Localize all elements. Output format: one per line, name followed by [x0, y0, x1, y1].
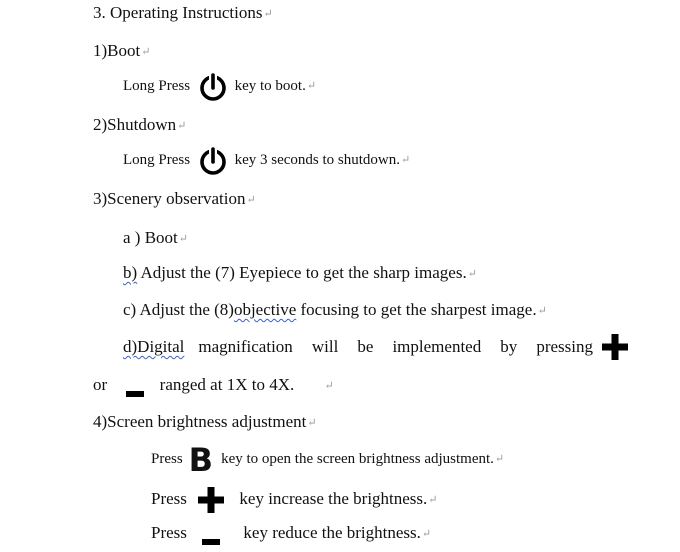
paragraph-mark: ↵: [467, 268, 477, 280]
paragraph-mark: ↵: [428, 494, 438, 506]
paragraph-mark: ↵: [177, 120, 187, 132]
minus-icon: [201, 530, 221, 538]
brightness-increase-instruction: Press key increase the brightness.↵: [151, 483, 438, 516]
power-icon: [199, 146, 227, 176]
paragraph-mark: ↵: [324, 380, 334, 392]
paragraph-mark: ↵: [246, 194, 256, 206]
section-title: 3. Operating Instructions↵: [93, 3, 273, 22]
plus-icon: [197, 486, 225, 514]
scenery-step-b: b) Adjust the (7) Eyepiece to get the sharp images.↵: [123, 263, 477, 282]
shutdown-heading: 2)Shutdown↵: [93, 115, 187, 134]
paragraph-mark: ↵: [306, 80, 317, 92]
brightness-open-instruction: Press B key to open the screen brightness adjustment.↵: [151, 440, 505, 479]
paragraph-mark: ↵: [401, 154, 411, 166]
paragraph-mark: ↵: [494, 453, 505, 465]
scenery-step-a: a ) Boot↵: [123, 228, 188, 247]
paragraph-mark: ↵: [178, 233, 188, 245]
boot-heading: 1)Boot↵: [93, 41, 151, 60]
paragraph-mark: ↵: [141, 46, 151, 58]
scenery-heading: 3)Scenery observation↵: [93, 189, 256, 208]
paragraph-mark: ↵: [537, 305, 547, 317]
paragraph-mark: ↵: [421, 528, 432, 540]
plus-icon: [601, 333, 629, 361]
scenery-step-d-text: [198, 336, 593, 358]
minus-icon: [125, 382, 145, 390]
boot-instruction: Long Press key to boot.↵: [123, 69, 316, 103]
b-key-icon: B: [188, 440, 214, 479]
justified-text: magnification will be implemented by pressing: [198, 337, 593, 356]
scenery-step-d-continuation: or ranged at 1X to 4X. ↵: [93, 374, 334, 397]
paragraph-mark: ↵: [307, 417, 317, 429]
scenery-step-c: c) Adjust the (8)objective focusing to get the sharpest image.↵: [123, 300, 547, 319]
brightness-heading: 4)Screen brightness adjustment↵: [93, 412, 317, 431]
paragraph-mark: ↵: [263, 8, 273, 20]
brightness-decrease-instruction: Press key reduce the brightness.↵: [151, 522, 431, 545]
shutdown-instruction: Long Press key 3 seconds to shutdown.↵: [123, 143, 410, 177]
scenery-step-d: d)Digital magnification will be implemented by pressing: [123, 333, 629, 361]
power-icon: [199, 72, 227, 102]
